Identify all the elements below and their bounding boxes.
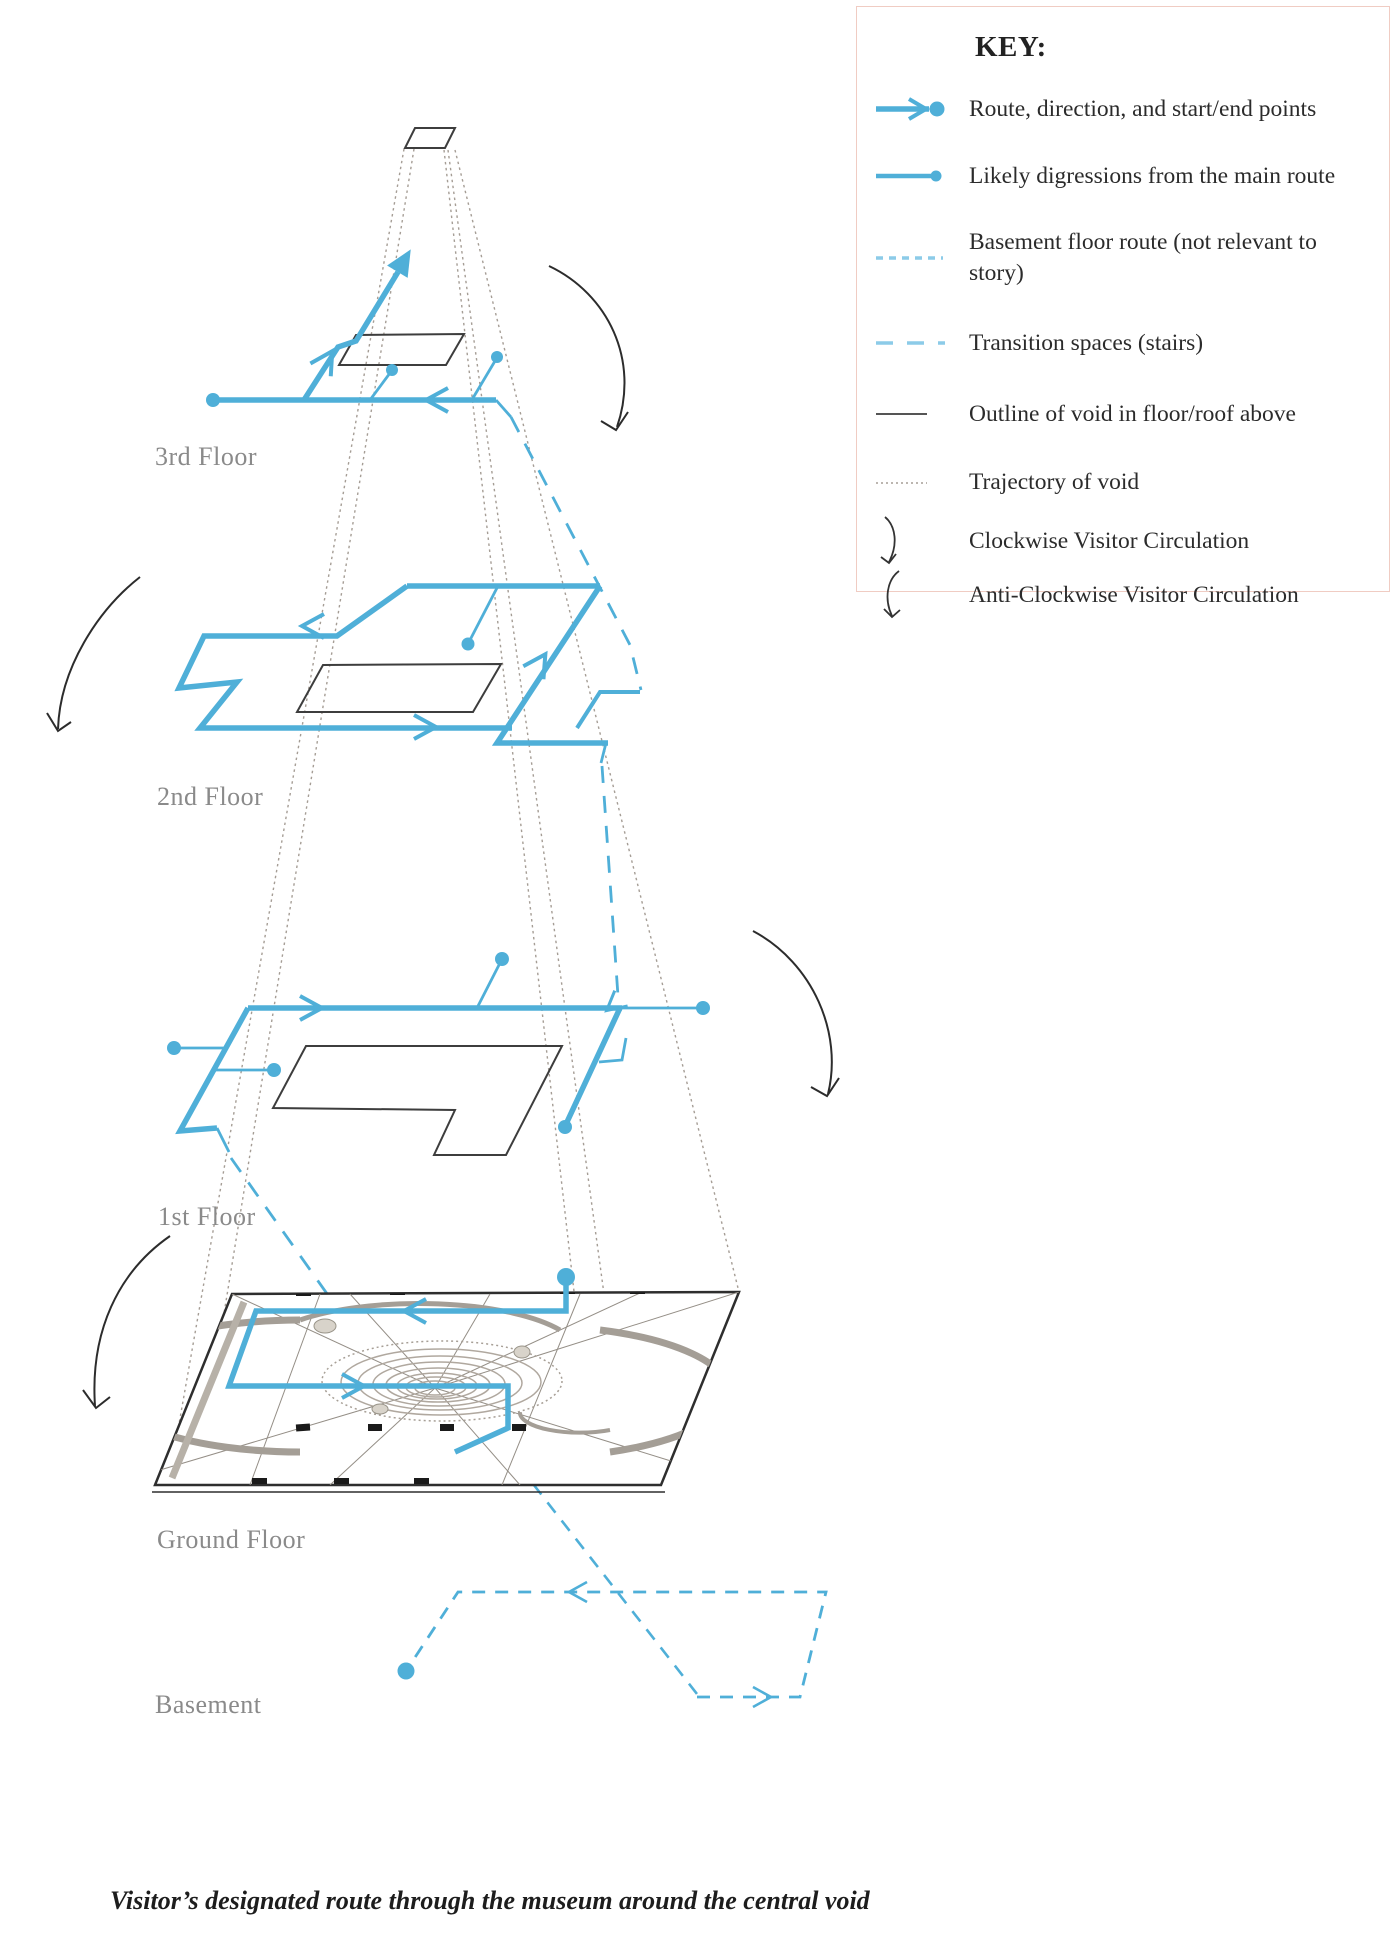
key-label: Route, direction, and start/end points: [969, 96, 1317, 122]
circulation-arcs: [47, 266, 839, 1408]
key-title: KEY:: [975, 31, 1047, 63]
floor-label-1st: 1st Floor: [158, 1202, 256, 1231]
floor-2-route: [179, 586, 640, 763]
clockwise-arc-3rd-floor: [549, 266, 628, 430]
digression-line-icon: [873, 162, 969, 190]
key-label: Transition spaces (stairs): [969, 330, 1204, 357]
anticlockwise-arc-icon: [873, 568, 969, 622]
ground-floor-plan: [103, 1268, 739, 1492]
floor-1-void-outline: [273, 1046, 562, 1155]
key-label: Trajectory of void: [969, 469, 1140, 496]
key-row-transition: [873, 328, 1375, 359]
anticlockwise-arc-2nd-floor: [47, 577, 140, 731]
key-label: Likely digressions from the main route: [969, 162, 1336, 189]
void-outline-icon: [873, 400, 969, 428]
key-row-clockwise: [873, 514, 1375, 568]
route-start-point: [557, 1268, 575, 1286]
void-trajectory-icon: [873, 469, 969, 497]
roof-void-outline: [405, 128, 455, 148]
clockwise-arc-1st-floor: [753, 931, 839, 1096]
key-row-digression: [873, 161, 1375, 192]
route-end-point: [398, 1663, 415, 1680]
digression-point: [386, 364, 398, 376]
transition-2nd-to-1st: [602, 766, 618, 996]
floor-label-3rd: 3rd Floor: [155, 442, 257, 471]
key-label: Anti-Clockwise Visitor Circulation: [969, 581, 1299, 608]
key-label: Outline of void in floor/roof above: [969, 400, 1296, 427]
floor-1-route-points: [167, 952, 710, 1134]
key-row-trajectory: [873, 467, 1375, 498]
floor-2-void-outline: [297, 664, 501, 712]
key-panel: [856, 6, 1390, 608]
floor-3: [206, 243, 511, 417]
digression-point: [491, 351, 503, 363]
clockwise-arc-icon: [873, 514, 969, 568]
transition-3rd-to-2nd: [511, 417, 641, 690]
transition-dash-icon: [873, 329, 969, 357]
floor-3-route: [213, 272, 511, 417]
figure-caption: Visitor’s designated route through the museum around the central void: [110, 1886, 870, 1915]
key-label: Clockwise Visitor Circulation: [969, 527, 1250, 554]
key-label: Basement floor route (not relevant to story): [969, 229, 1317, 286]
key-row-anticlockwise: [873, 568, 1375, 622]
basement-route: [398, 1582, 827, 1707]
floor-3-route-points: [206, 243, 503, 407]
floor-label-ground: Ground Floor: [157, 1525, 306, 1554]
floor-2: [179, 586, 640, 763]
key-row-void-outline: [873, 399, 1375, 430]
anticlockwise-arc-ground-floor: [83, 1236, 170, 1408]
floor-1-route: [178, 963, 698, 1152]
route-start-point: [206, 393, 220, 407]
basement-dash-icon: [873, 244, 969, 272]
key-row-basement-route: [873, 227, 1375, 288]
floor-1: [167, 952, 710, 1155]
route-arrowhead: [387, 243, 421, 278]
digression-point: [462, 638, 475, 651]
floor-label-2nd: 2nd Floor: [157, 782, 264, 811]
floor-label-basement: Basement: [155, 1690, 262, 1719]
route-arrow-icon: [873, 95, 969, 123]
key-row-route: [873, 94, 1375, 125]
